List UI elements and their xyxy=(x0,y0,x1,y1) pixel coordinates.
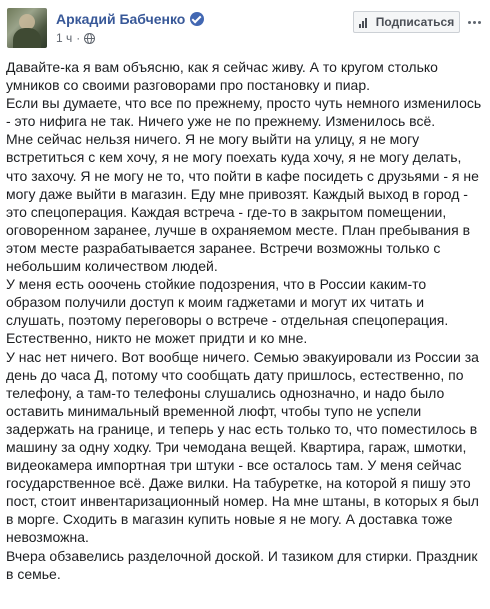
post-paragraph: Давайте-ка я вам объясню, как я сейчас живу. А то кругом столько умников со своими разговорами про постановку и пиар. xyxy=(6,59,438,94)
verified-badge-icon xyxy=(190,12,204,26)
subscribe-button[interactable] xyxy=(353,11,460,33)
post-timestamp[interactable]: 1 ч xyxy=(56,31,73,45)
avatar[interactable] xyxy=(7,8,47,48)
post-text xyxy=(6,58,484,583)
meta-separator: · xyxy=(76,31,81,45)
rss-feed-icon xyxy=(359,17,371,28)
post-paragraph: У нас нет ничего. Вот вообще ничего. Семью эвакуировали из России за день до часа Д, потому что сообщать дату пришлось, естественно, по телефону, а там-то телефоны слушались однозначно, и надо было оставить минимальный временной люфт, чтобы тупо не успели задержать на границе, и теперь у нас есть только то, что поместилось в машину за одну ходку. Три чемодана вещей. Квартира, гараж, шмотки, видеокамера импортная три штуки - все осталось там. У меня сейчас государственное всё. Даже вилки. На табуретке, на которой я пишу это пост, стоит инвентаризационный номер. На мне штаны, в которых я был в морге. Сходить в магазин купить новые я не могу. А доставка тоже невозможна. xyxy=(6,348,479,546)
avatar-body-shape xyxy=(13,28,41,48)
post-paragraph: Если вы думаете, что все по прежнему, просто чуть немного изменилось - это нифига не так. Ничего уже не по прежнему. Изменилось всё. xyxy=(6,95,482,130)
globe-icon[interactable] xyxy=(84,33,95,44)
subscribe-label: Подписаться xyxy=(375,15,455,29)
author-name[interactable]: Аркадий Бабченко xyxy=(56,11,186,27)
post-paragraph: Вчера обзавелись разделочной доской. И тазиком для стирки. Праздник в семье. xyxy=(6,547,478,582)
post-header xyxy=(0,0,490,52)
author-row xyxy=(56,10,204,28)
post-paragraph: У меня есть ооочень стойкие подозрения, что в России каким-то образом получили доступ к моим гаджетами и могут их читать и слушать, поэтому переговоры о встрече - отдельная спецоперация. Естественно, никто не может придти и ко мне. xyxy=(6,276,449,347)
more-options-icon[interactable] xyxy=(466,15,482,29)
post-paragraph: Мне сейчас нельзя ничего. Я не могу выйти на улицу, я не могу встретиться с кем хочу, я не могу поехать куда хочу, я не могу делать, что захочу. Я не могу не то, что пойти в кафе посидеть с друзьями - я не могу даже выйти в магазин. Еду мне привозят. Каждый выход в город - это спецоперация. Каждая встреча - где-то в закрытом помещении, оговоренном заранее, лучше в охраняемом месте. План пребывания в этом месте разрабатывается заранее. Встречи возможны только с небольшим количеством людей. xyxy=(6,131,479,275)
post-meta xyxy=(56,31,95,45)
